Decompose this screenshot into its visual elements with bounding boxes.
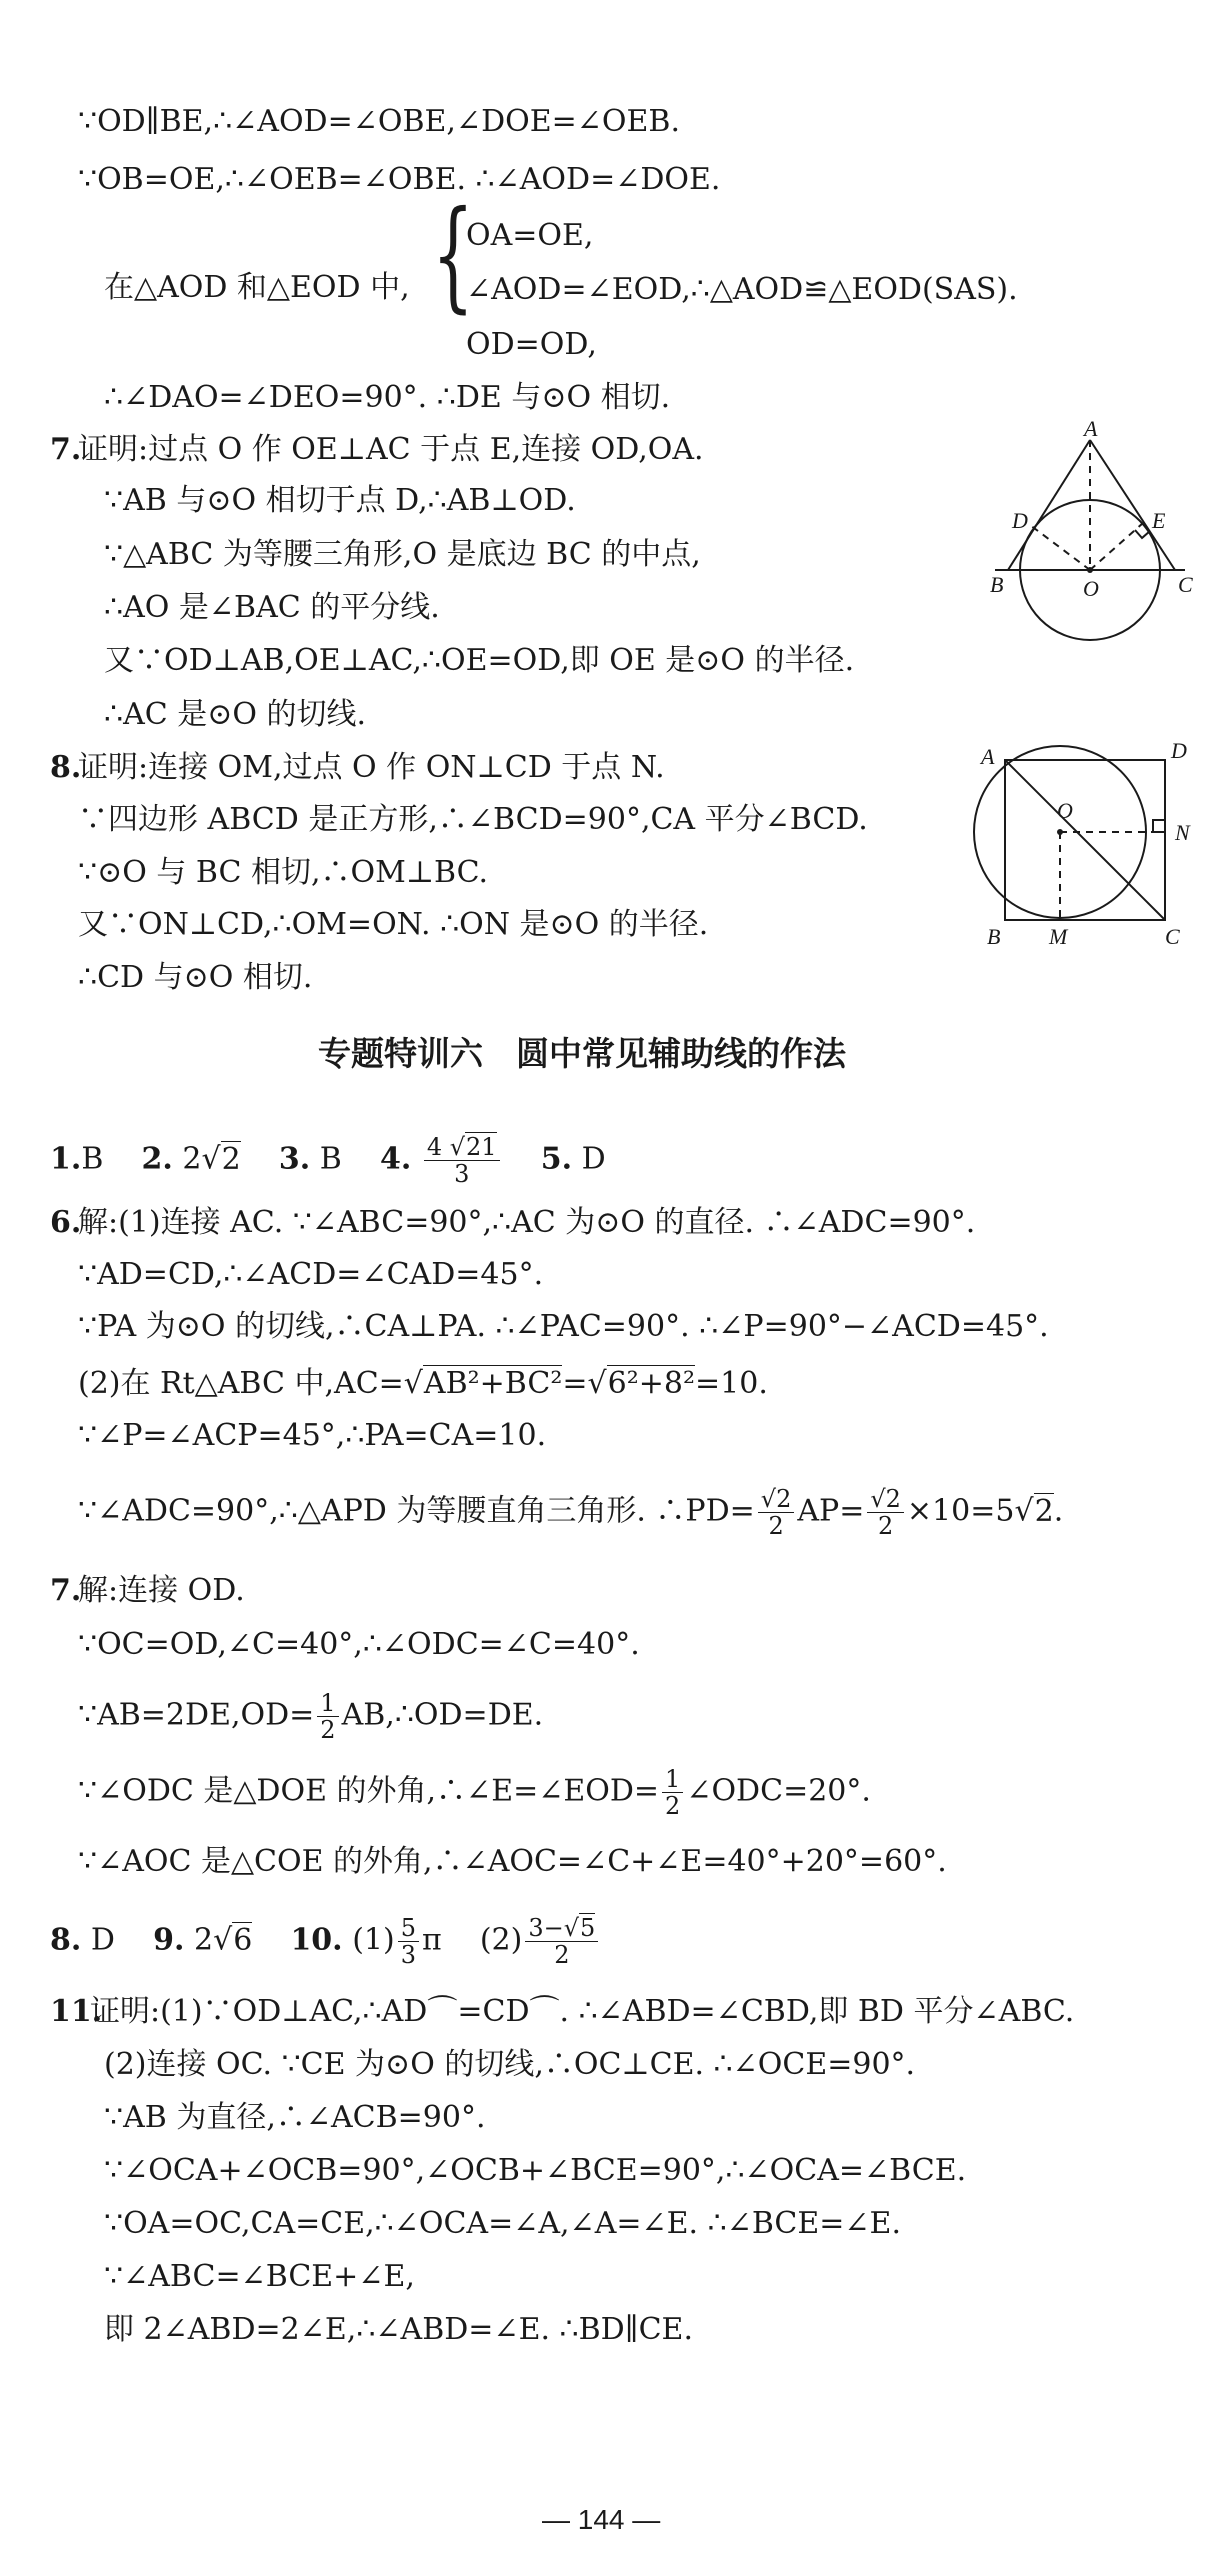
center-point: [1057, 829, 1063, 835]
label-e: E: [1152, 508, 1166, 533]
radicand: AB²+BC²: [423, 1366, 563, 1401]
numerator: 1: [662, 1766, 683, 1793]
radicand: 6²+8²: [607, 1366, 696, 1401]
numerator: 4: [426, 1133, 443, 1161]
label-o: O: [1057, 798, 1073, 823]
text-segment: .: [1053, 1493, 1064, 1529]
numerator: 3−: [528, 1914, 564, 1942]
solution-line: ∵∠P=∠ACP=45°,∴PA=CA=10.: [78, 1418, 547, 1453]
proof-line: 又∵ON⊥CD,∴OM=ON. ∴ON 是⊙O 的半径.: [78, 907, 709, 942]
label-c: C: [1165, 924, 1180, 949]
proof-line: 证明:过点 O 作 OE⊥AC 于点 E,连接 OD,OA.: [78, 432, 704, 467]
text-segment: AB,∴OD=DE.: [341, 1697, 544, 1733]
answer-number: 3.: [278, 1141, 311, 1177]
part-label: (2): [479, 1922, 523, 1958]
question-number: 11.: [50, 1994, 103, 2029]
fraction: $\frac{4 √21}{3}$: [424, 1134, 500, 1187]
equation-system-line: OD=OD,: [466, 327, 597, 362]
proof-line: ∵⊙O 与 BC 相切,∴OM⊥BC.: [78, 855, 489, 890]
answer-value: 2: [193, 1922, 214, 1958]
solution-line: ∵OC=OD,∠C=40°,∴∠ODC=∠C=40°.: [78, 1627, 640, 1662]
proof-line: ∵四边形 ABCD 是正方形,∴∠BCD=90°,CA 平分∠BCD.: [78, 802, 868, 837]
fraction: [867, 1486, 904, 1539]
system-brace: {: [432, 186, 474, 325]
label-m: M: [1049, 924, 1068, 949]
proof-line: 证明:(1)∵OD⊥AC,∴AD⌒=CD⌒. ∴∠ABD=∠CBD,即 BD 平分∠ABC.: [90, 1994, 1075, 2029]
answer-value: B: [81, 1141, 104, 1177]
solution-line: ∵PA 为⊙O 的切线,∴CA⊥PA. ∴∠PAC=90°. ∴∠P=90°−∠ACD=45°.: [78, 1309, 1049, 1344]
proof-line: ∵△ABC 为等腰三角形,O 是底边 BC 的中点,: [104, 537, 701, 572]
answer-number: 2.: [141, 1141, 173, 1177]
proof-line: 在△AOD 和△EOD 中,: [104, 270, 410, 305]
solution-line: ∵∠ADC=90°,∴△APD 为等腰直角三角形. ∴PD= $\frac{√2}{2}$ AP= $\frac{√2}{2}$ ×10=5√2.: [78, 1485, 1064, 1540]
text-segment: ∵∠ADC=90°,∴△APD 为等腰直角三角形. ∴PD=: [78, 1493, 755, 1529]
text-segment: ×10=5: [906, 1493, 1015, 1529]
text-segment: ∠ODC=20°.: [686, 1773, 871, 1809]
equation-system-line: ∠AOD=∠EOD,∴△AOD≌△EOD(SAS).: [466, 272, 1018, 307]
proof-line: (2)连接 OC. ∵CE 为⊙O 的切线,∴OC⊥CE. ∴∠OCE=90°.: [104, 2047, 916, 2082]
label-a: A: [1084, 416, 1098, 441]
denominator: 2: [665, 1792, 681, 1820]
equation-system-line: OA=OE,: [466, 218, 594, 253]
label-o: O: [1083, 576, 1099, 601]
proof-line: ∵OD∥BE,∴∠AOD=∠OBE,∠DOE=∠OEB.: [78, 104, 680, 139]
proof-line: ∵OA=OC,CA=CE,∴∠OCA=∠A,∠A=∠E. ∴∠BCE=∠E.: [104, 2206, 901, 2241]
answer-number: 8.: [50, 1922, 82, 1958]
proof-line: ∵OB=OE,∴∠OEB=∠OBE. ∴∠AOD=∠DOE.: [78, 162, 721, 197]
right-angle-mark: [1153, 820, 1165, 832]
numerator: √2: [758, 1486, 795, 1513]
text-segment: =10.: [695, 1366, 768, 1401]
solution-line: [78, 1766, 871, 1819]
proof-line: ∵∠ABC=∠BCE+∠E,: [104, 2259, 415, 2294]
denominator: 2: [768, 1512, 784, 1540]
answer-row-1-5: 1.B 2. 2√2 3. B 4. $\frac{4 √21}{3}$ 5. D: [50, 1133, 606, 1188]
answer-value: 2: [182, 1141, 202, 1177]
proof-line: ∵AB 与⊙O 相切于点 D,∴AB⊥OD.: [104, 483, 576, 518]
center-point: [1087, 567, 1093, 573]
proof-line: ∴AO 是∠BAC 的平分线.: [104, 590, 440, 625]
answer-row-8-10: 8. D 9. 2√6 10. (1) $\frac{5}{3}$ π (2) $\frac{3-√5}{2}$: [50, 1915, 601, 1968]
label-n: N: [1175, 820, 1190, 845]
label-c: C: [1178, 572, 1193, 597]
proof-line: ∴∠DAO=∠DEO=90°. ∴DE 与⊙O 相切.: [104, 380, 671, 415]
label-a: A: [981, 744, 995, 769]
answer-value: D: [581, 1141, 606, 1177]
numerator: 1: [317, 1690, 338, 1717]
radicand: 2: [221, 1141, 241, 1177]
answer-number: 10.: [290, 1922, 343, 1958]
answer-number: 1.: [50, 1141, 82, 1177]
answer-number: 4.: [379, 1141, 412, 1177]
radicand: 6: [233, 1922, 253, 1958]
solution-line: (2)在 Rt△ABC 中,AC=√AB²+BC²=√6²+8²=10.: [78, 1366, 768, 1401]
proof-line: ∵∠OCA+∠OCB=90°,∠OCB+∠BCE=90°,∴∠OCA=∠BCE.: [104, 2153, 967, 2188]
question-number: 7.: [50, 1573, 82, 1608]
proof-line: ∴CD 与⊙O 相切.: [78, 960, 313, 995]
denominator: 2: [554, 1941, 570, 1969]
question-number: 8.: [50, 750, 82, 785]
proof-line: ∴AC 是⊙O 的切线.: [104, 697, 367, 732]
numerator: √2: [867, 1486, 904, 1513]
label-b: B: [987, 924, 1001, 949]
pi-symbol: π: [421, 1922, 442, 1958]
solution-line: ∵∠AOC 是△COE 的外角,∴∠AOC=∠C+∠E=40°+20°=60°.: [78, 1844, 947, 1879]
denominator: 3: [454, 1160, 470, 1188]
label-d: D: [1012, 508, 1028, 533]
text-segment: (2)在 Rt△ABC 中,AC=: [78, 1366, 404, 1401]
denominator: 2: [320, 1716, 336, 1744]
solution-line: [78, 1690, 543, 1743]
answer-value: B: [319, 1141, 342, 1177]
fraction: [317, 1690, 338, 1743]
answer-number: 5.: [540, 1141, 573, 1177]
answer-number: 9.: [153, 1922, 185, 1958]
diagonal-ac: [1005, 760, 1165, 920]
text-segment: AP=: [797, 1493, 865, 1529]
numerator: 5: [398, 1915, 419, 1942]
text-segment: ∵AB=2DE,OD=: [78, 1697, 315, 1733]
radicand: 5: [580, 1914, 596, 1942]
fraction: [758, 1486, 795, 1539]
label-d: D: [1171, 738, 1187, 763]
denominator: 2: [878, 1512, 894, 1540]
solution-line: ∵AD=CD,∴∠ACD=∠CAD=45°.: [78, 1257, 544, 1292]
fraction: $\frac{3-√5}{2}$: [525, 1915, 598, 1968]
proof-line: 又∵OD⊥AB,OE⊥AC,∴OE=OD,即 OE 是⊙O 的半径.: [104, 643, 855, 678]
segment-od: [1030, 525, 1090, 570]
answer-value: D: [90, 1922, 115, 1958]
proof-line: 即 2∠ABD=2∠E,∴∠ABD=∠E. ∴BD∥CE.: [104, 2312, 693, 2347]
question-number: 6.: [50, 1205, 82, 1240]
page-number: — 144 —: [542, 2504, 661, 2535]
solution-line: 解:(1)连接 AC. ∵∠ABC=90°,∴AC 为⊙O 的直径. ∴∠ADC=90°.: [78, 1205, 976, 1240]
fraction: [398, 1915, 419, 1968]
text-segment: ∵∠ODC 是△DOE 的外角,∴∠E=∠EOD=: [78, 1773, 660, 1809]
geometry-figure-7: [980, 416, 1200, 645]
question-number: 7.: [50, 432, 82, 467]
section-title: 专题特训六 圆中常见辅助线的作法: [318, 1034, 846, 1073]
label-b: B: [990, 572, 1004, 597]
solution-line: 解:连接 OD.: [78, 1573, 245, 1608]
text-segment: =: [562, 1366, 588, 1401]
radicand: 21: [466, 1133, 497, 1161]
side-ac: [1090, 440, 1175, 570]
fraction: [662, 1766, 683, 1819]
denominator: 3: [400, 1941, 416, 1969]
proof-line: ∵AB 为直径,∴∠ACB=90°.: [104, 2100, 486, 2135]
side-ab: [1008, 440, 1090, 570]
part-label: (1): [352, 1922, 395, 1958]
geometry-figure-8: [975, 740, 1200, 950]
radicand: 2: [1034, 1493, 1054, 1529]
proof-line: 证明:连接 OM,过点 O 作 ON⊥CD 于点 N.: [78, 750, 665, 785]
